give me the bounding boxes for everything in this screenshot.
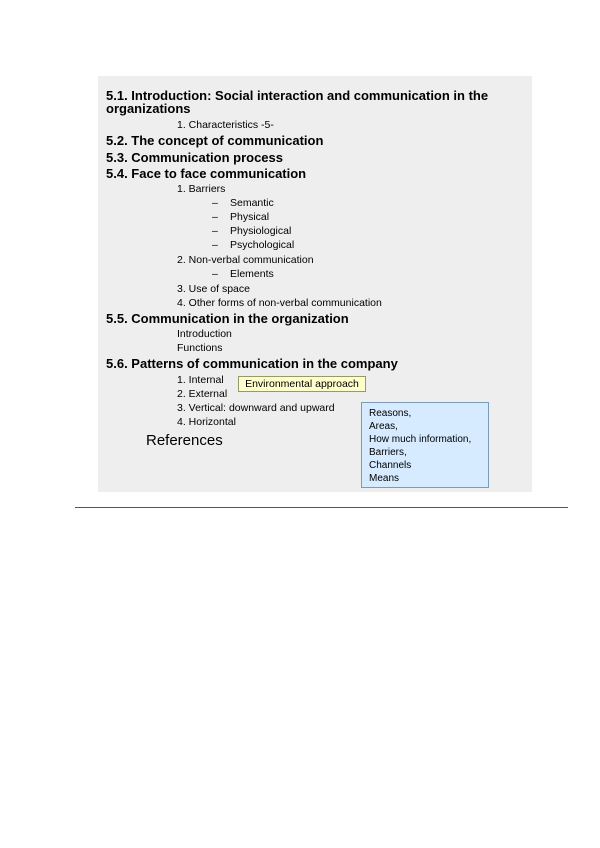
item-barriers: 1. Barriers [177, 183, 226, 195]
dash-marker: – [212, 197, 218, 209]
details-item: How much information, [369, 434, 472, 445]
dash-marker: – [212, 239, 218, 251]
item-characteristics: 1. Characteristics -5- [177, 119, 274, 131]
item-physical: Physical [230, 211, 270, 223]
item-external: 2. External [177, 388, 228, 400]
dash-marker: – [212, 225, 218, 237]
item-functions: Functions [177, 342, 223, 354]
details-item: Channels [369, 460, 412, 471]
details-box [361, 402, 489, 488]
heading-5-6: 5.6. Patterns of communication in the company [106, 356, 398, 371]
item-psychological: Psychological [230, 239, 295, 251]
details-item: Barriers, [369, 447, 407, 458]
heading-5-4: 5.4. Face to face communication [106, 166, 307, 181]
item-use-of-space: 3. Use of space [177, 283, 250, 295]
heading-5-1-line1: 5.1. Introduction: Social interaction and communication in the [106, 88, 489, 103]
details-item: Reasons, [369, 408, 412, 419]
item-vertical: 3. Vertical: downward and upward [177, 402, 335, 414]
references-label: References [146, 432, 223, 449]
heading-5-1-line2: organizations [106, 101, 191, 116]
item-nonverbal: 2. Non-verbal communication [177, 254, 314, 266]
heading-5-5: 5.5. Communication in the organization [106, 311, 349, 326]
item-semantic: Semantic [230, 197, 274, 209]
item-internal: 1. Internal [177, 374, 224, 386]
item-elements: Elements [230, 268, 274, 280]
item-physiological: Physiological [230, 225, 292, 237]
heading-5-2: 5.2. The concept of communication [106, 133, 324, 148]
item-horizontal: 4. Horizontal [177, 416, 236, 428]
environmental-approach-box: Environmental approach [238, 376, 366, 392]
horizontal-divider [75, 507, 568, 508]
details-item: Means [369, 473, 400, 484]
item-introduction: Introduction [177, 328, 232, 340]
dash-marker: – [212, 211, 218, 223]
heading-5-3: 5.3. Communication process [106, 150, 283, 165]
dash-marker: – [212, 268, 218, 280]
item-other-forms: 4. Other forms of non-verbal communication [177, 297, 382, 309]
details-item: Areas, [369, 421, 398, 432]
